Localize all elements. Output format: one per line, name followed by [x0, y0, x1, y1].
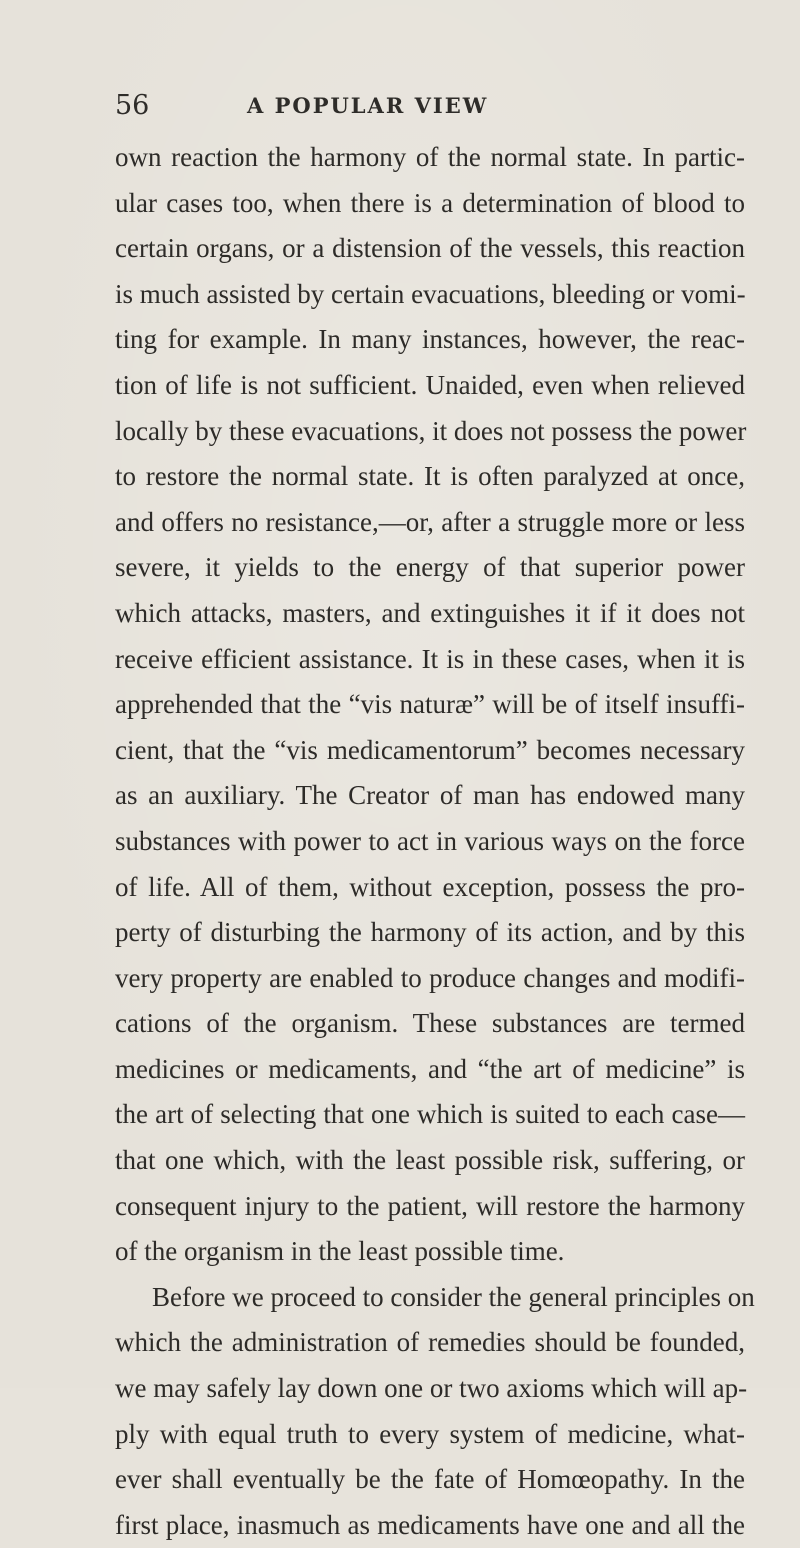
text-line: certain organs, or a distension of the vessels, this reaction — [115, 233, 745, 264]
text-line: the art of selecting that one which is suited to each case— — [115, 1099, 745, 1130]
text-line: own reaction the harmony of the normal state. In partic- — [115, 142, 745, 172]
text-line: receive efficient assistance. It is in these cases, when it is — [115, 643, 745, 674]
text-line: very property are enabled to produce changes and modifi- — [115, 962, 745, 993]
text-line: apprehended that the “vis naturæ” will be of itself insuffi- — [115, 689, 745, 720]
page-number: 56 — [115, 90, 150, 121]
paragraph-end-line: of the organism in the least possible time. — [115, 1236, 565, 1267]
text-line: is much assisted by certain evacuations, bleeding or vomi- — [115, 278, 746, 309]
text-line: to restore the normal state. It is often paralyzed at once, — [115, 461, 745, 492]
text-line: that one which, with the least possible risk, suffering, or — [115, 1145, 745, 1176]
text-line: tion of life is not sufficient. Unaided, even when relieved — [115, 369, 745, 400]
text-line: as an auxiliary. The Creator of man has endowed many — [115, 780, 745, 811]
text-line: substances with power to act in various ways on the force — [115, 825, 745, 856]
text-line: which attacks, masters, and extinguishes it if it does not — [115, 597, 745, 628]
running-head: A POPULAR VIEW — [247, 93, 489, 118]
body-text — [115, 135, 755, 1548]
text-line: severe, it yields to the energy of that superior power — [115, 552, 745, 583]
text-line: medicines or medicaments, and “the art of medicine” is — [115, 1053, 745, 1084]
text-line: ever shall eventually be the fate of Homœopathy. In the — [115, 1464, 745, 1495]
text-line: perty of disturbing the harmony of its action, and by this — [115, 917, 745, 948]
text-line: first place, inasmuch as medicaments have one and all the — [115, 1509, 745, 1540]
text-line: locally by these evacuations, it does not possess the power — [115, 415, 747, 446]
text-line: ting for example. In many instances, however, the reac- — [115, 324, 745, 355]
text-line: ular cases too, when there is a determination of blood to — [115, 187, 745, 218]
text-line: consequent injury to the patient, will restore the harmony — [115, 1190, 745, 1221]
text-line: of life. All of them, without exception, possess the pro- — [115, 871, 745, 902]
text-line: and offers no resistance,—or, after a struggle more or less — [115, 506, 745, 537]
page-header — [115, 88, 745, 124]
text-line: cient, that the “vis medicamentorum” becomes necessary — [115, 734, 745, 765]
paragraph-start-line: Before we proceed to consider the general principles on — [152, 1281, 755, 1312]
text-line: which the administration of remedies should be founded, — [115, 1327, 745, 1358]
text-line: ply with equal truth to every system of medicine, what- — [115, 1418, 745, 1449]
text-line: cations of the organism. These substances are termed — [115, 1008, 745, 1039]
text-line: we may safely lay down one or two axioms which will ap- — [115, 1373, 748, 1404]
